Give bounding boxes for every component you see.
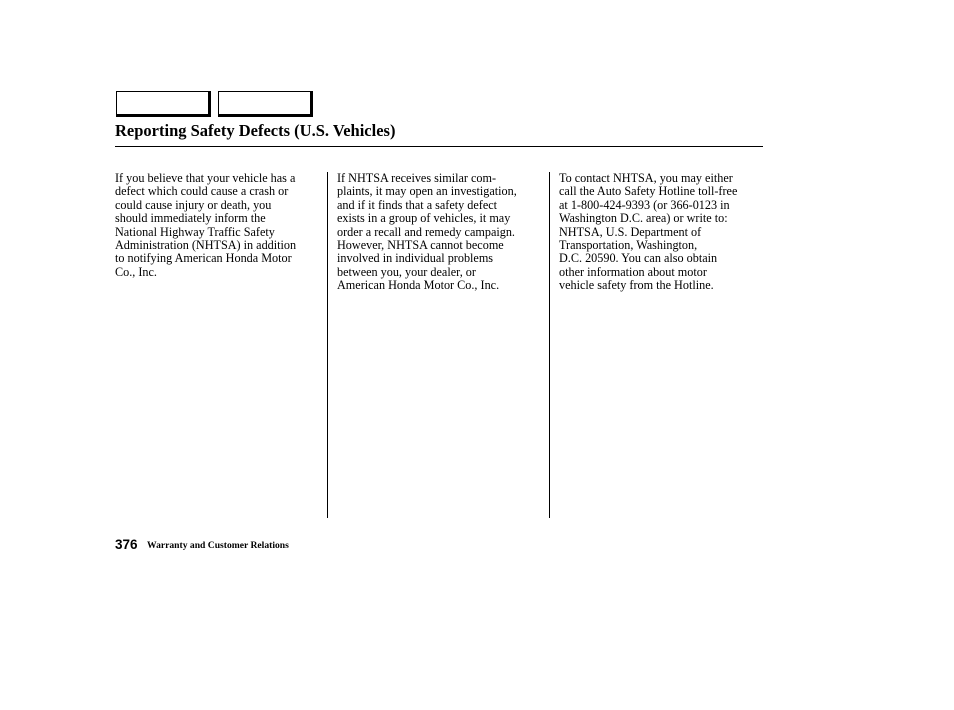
column-divider bbox=[549, 172, 550, 518]
text-column-3: To contact NHTSA, you may either call the Auto Safety Hotline toll-free at 1-800-424-9393 (or 366-0123 in Washington D.C. area) or write to: NHTSA, U.S. Department of Transportation, Washington, D.C. 20590. You can also obtain other information about motor vehicle safety from the Hotline. bbox=[559, 171, 738, 293]
nav-button-previous[interactable] bbox=[116, 91, 211, 117]
column-divider bbox=[327, 172, 328, 518]
footer-section-name: Warranty and Customer Relations bbox=[147, 540, 289, 551]
title-divider bbox=[115, 146, 763, 147]
page-number: 376 bbox=[115, 537, 138, 552]
text-column-2: If NHTSA receives similar com- plaints, it may open an investigation, and if it finds that a safety defect exists in a group of vehicles, it may order a recall and remedy campaign. However, NHTSA cannot become involved in individual problems between you, your dealer, or American Honda Motor Co., Inc. bbox=[337, 171, 517, 293]
text-column-1: If you believe that your vehicle has a defect which could cause a crash or could cause injury or death, you should immediately inform the National Highway Traffic Safety Administration (NHTSA) in addition to notifying American Honda Motor Co., Inc. bbox=[115, 171, 297, 279]
nav-button-next[interactable] bbox=[218, 91, 313, 117]
page-title: Reporting Safety Defects (U.S. Vehicles) bbox=[115, 121, 396, 140]
